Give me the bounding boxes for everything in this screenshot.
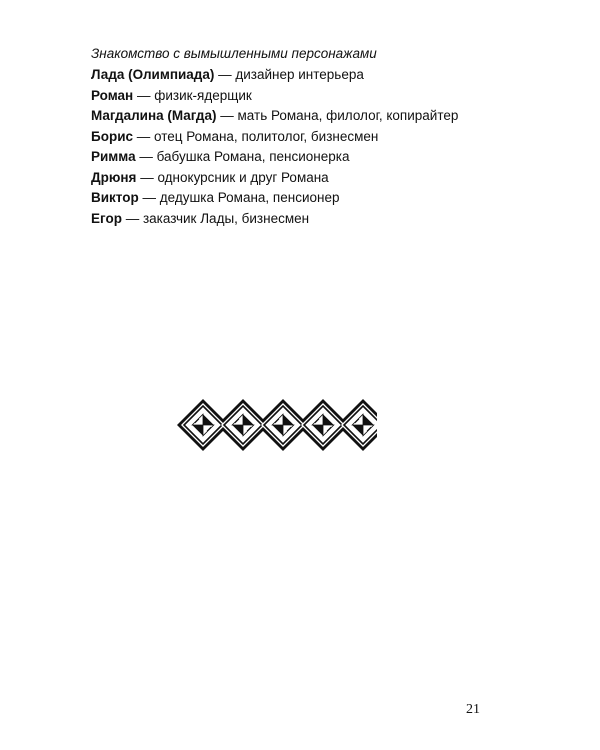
character-name: Магдалина (Магда) bbox=[91, 108, 217, 123]
character-dash: — bbox=[121, 210, 143, 226]
character-description: дизайнер интерьера bbox=[235, 67, 364, 82]
character-name: Борис bbox=[91, 128, 134, 144]
character-entry bbox=[91, 106, 551, 127]
character-dash: — bbox=[136, 169, 158, 185]
character-name: Роман bbox=[91, 87, 134, 103]
diamond-ornament-icon bbox=[177, 395, 377, 455]
character-list-intro: Знакомство с вымышленными персонажами bbox=[91, 46, 377, 61]
character-entry bbox=[91, 209, 551, 230]
character-description: физик-ядерщик bbox=[154, 87, 252, 103]
character-name: Дрюня bbox=[91, 169, 137, 185]
character-description: дедушка Романа, пенсионер bbox=[159, 190, 340, 205]
character-dash: — bbox=[133, 128, 155, 144]
character-description: однокурсник и друг Романа bbox=[157, 169, 329, 185]
page-number: 21 bbox=[466, 702, 480, 717]
character-dash: — bbox=[135, 149, 157, 164]
character-list bbox=[91, 44, 551, 229]
character-dash: — bbox=[216, 108, 238, 123]
character-entry bbox=[91, 188, 551, 209]
character-entry bbox=[91, 127, 551, 148]
character-name: Римма bbox=[91, 149, 136, 164]
character-dash: — bbox=[138, 190, 160, 205]
character-entry bbox=[91, 168, 551, 189]
character-name: Егор bbox=[91, 210, 122, 226]
character-name: Виктор bbox=[91, 190, 139, 205]
character-entry bbox=[91, 65, 551, 86]
character-description: заказчик Лады, бизнесмен bbox=[142, 210, 310, 226]
character-dash: — bbox=[214, 67, 236, 82]
character-description: бабушка Романа, пенсионерка bbox=[156, 149, 350, 164]
character-description: отец Романа, политолог, бизнесмен bbox=[154, 128, 379, 144]
character-name: Лада (Олимпиада) bbox=[91, 67, 215, 82]
character-dash: — bbox=[133, 87, 155, 103]
character-entry bbox=[91, 147, 551, 168]
character-description: мать Романа, филолог, копирайтер bbox=[237, 108, 459, 123]
character-entry bbox=[91, 86, 551, 107]
